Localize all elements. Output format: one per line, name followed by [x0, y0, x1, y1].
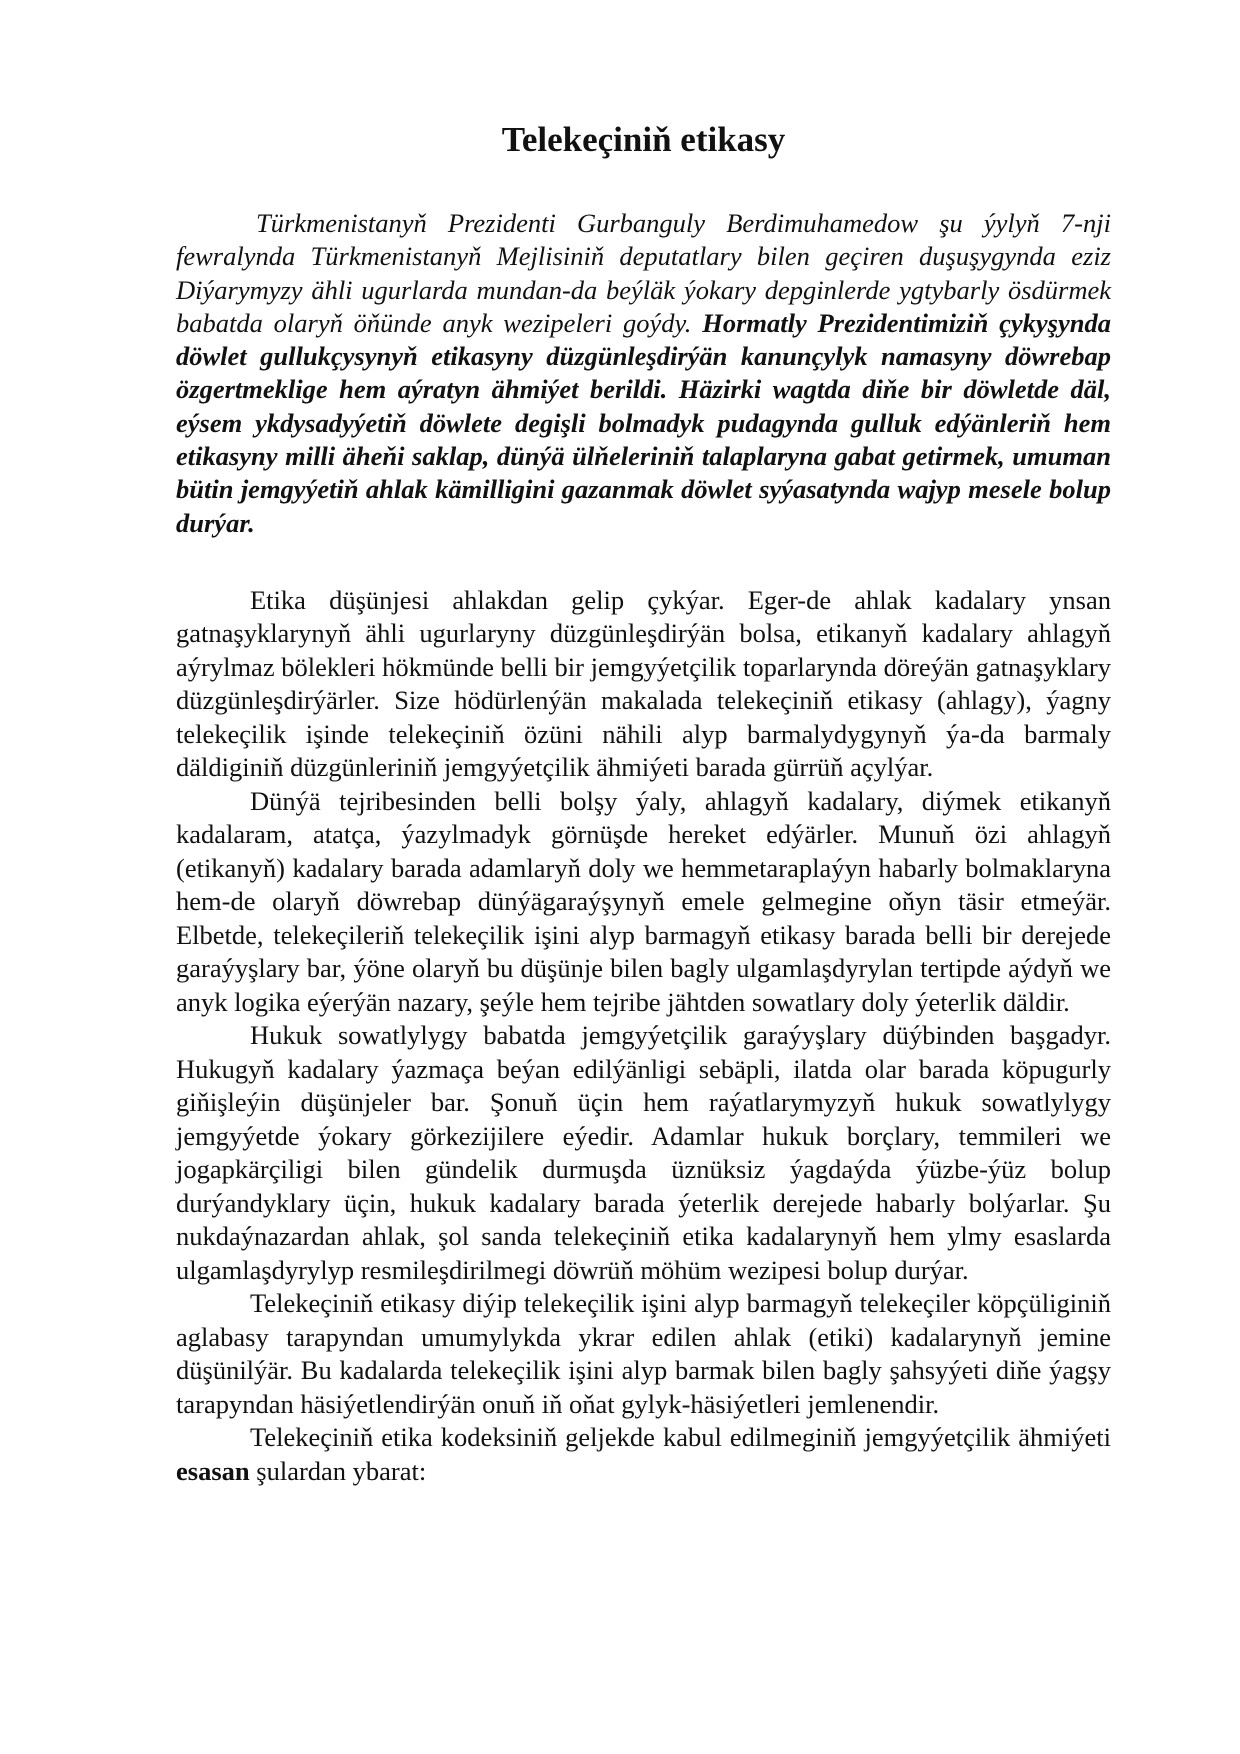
- body-text: [176, 584, 1111, 1489]
- page-title: Telekeçiniň etikasy: [501, 120, 786, 159]
- paragraph-2: Dünýä tejribesinden belli bolşy ýaly, ahlagyň kadalary, diýmek etikanyň kadalaram, atatça, ýazylmadyk görnüşde hereket edýärler. Munuň özi ahlagyň (etikanyň) kadalary barada adamlaryň doly we hemmetaraplaýyn habarly bolmaklaryna hem-de olaryň döwrebap dünýägaraýşynyň emele gelmegine oňyn täsir etmeýär. Elbetde, telekeçileriň telekeçilik işini alyp barmagyň etikasy barada belli bir derejede garaýyşlary bar, ýöne olaryň bu düşünje bilen bagly ulgamlaşdyrylan tertipde aýdyň we anyk logika eýerýän nazary, şeýle hem tejribe jähtden sowatlary doly ýeterlik däldir.: [176, 785, 1111, 1017]
- paragraph-5: [176, 1421, 1111, 1488]
- document-page: [176, 0, 1111, 1754]
- paragraph-4: Telekeçiniň etikasy diýip telekeçilik işini alyp barmagyň telekeçiler köpçüliginiň aglabasy tarapyndan umumylykda ykrar edilen ahlak (etiki) kadalarynyň jemine düşünilýär. Bu kadalarda telekeçilik işini alyp barmak bilen bagly şahsyýeti diňe ýagşy tarapyndan häsiýetlendirýän onuň iň oňat gylyk-häsiýetleri jemlenendir.: [176, 1288, 1111, 1419]
- abstract-paragraph: [176, 207, 1111, 540]
- paragraph-1: Etika düşünjesi ahlakdan gelip çykýar. Eger-de ahlak kadalary ynsan gatnaşyklarynyň ähli ugurlaryny düzgünleşdirýän bolsa, etikanyň kadalary ahlagyň aýrylmaz bölekleri hökmünde belli bir jemgyýetçilik toparlarynda döreýän gatnaşyklary düzgünleşdirýärler. Size hödürlenýän makalada telekeçiniň etikasy (ahlagy), ýagny telekeçilik işinde telekeçiniň özüni nähili alyp barmalydygynyň ýa-da barmaly däldiginiň düzgünleriniň jemgyýetçilik ähmiýeti barada gürrüň açylýar.: [176, 584, 1111, 783]
- paragraph-5-bold-word: esasan: [176, 1455, 250, 1486]
- paragraph-3: Hukuk sowatlylygy babatda jemgyýetçilik garaýyşlary düýbinden başgadyr. Hukugyň kadalary ýazmaça beýan edilýänligi sebäpli, ilatda olar barada köpugurly giňişleýin düşünjeler bar. Şonuň üçin hem raýatlarymyzyň hukuk sowatlylygy jemgyýetde ýokary görkezijilere eýedir. Adamlar hukuk borçlary, temmileri we jogapkärçiligi bilen gündelik durmuşda üznüksiz ýagdaýda ýüzbe-ýüz bolup durýandyklary üçin, hukuk kadalary barada ýeterlik derejede habarly bolýarlar. Şu nukdaýnazardan ahlak, şol sanda telekeçiniň etika kadalarynyň hem ylmy esaslarda ulgamlaşdyrylyp resmileşdirilmegi döwrüň möhüm wezipesi bolup durýar.: [176, 1020, 1111, 1285]
- abstract-part-regular: Türkmenistanyň Prezidenti Gurbanguly Berdimuhamedow şu ýylyň 7-nji fewralynda Türkmenistanyň Mejlisiniň deputatlary bilen geçiren duşuşygynda eziz Diýarymyzy ähli ugurlarda mundan-da beýläk ýokary depginlerde ygtybarly ösdürmek babatda olaryň öňünde anyk wezipeleri goýdy.: [176, 208, 1111, 338]
- paragraph-5-start: Telekeçiniň etika kodeksiniň geljekde kabul edilmeginiň jemgyýetçilik ähmiýeti: [250, 1422, 1111, 1453]
- paragraph-5-end: şulardan ybarat:: [249, 1455, 427, 1486]
- abstract-part-bold: Hormatly Prezidentimiziň çykyşynda döwlet gullukçysynyň etikasyny düzgünleşdirýän kanunçylyk namasyny döwrebap özgertmeklige hem aýratyn ähmiýet berildi. Häzirki wagtda diňe bir döwletde däl, eýsem ykdysadyýetiň döwlete degişli bolmadyk pudagynda gulluk edýänleriň hem etikasyny milli äheňi saklap, dünýä ülňeleriniň talaplaryna gabat getirmek, umuman bütin jemgyýetiň ahlak kämilligini gazanmak döwlet syýasatynda wajyp mesele bolup durýar.: [176, 307, 1111, 538]
